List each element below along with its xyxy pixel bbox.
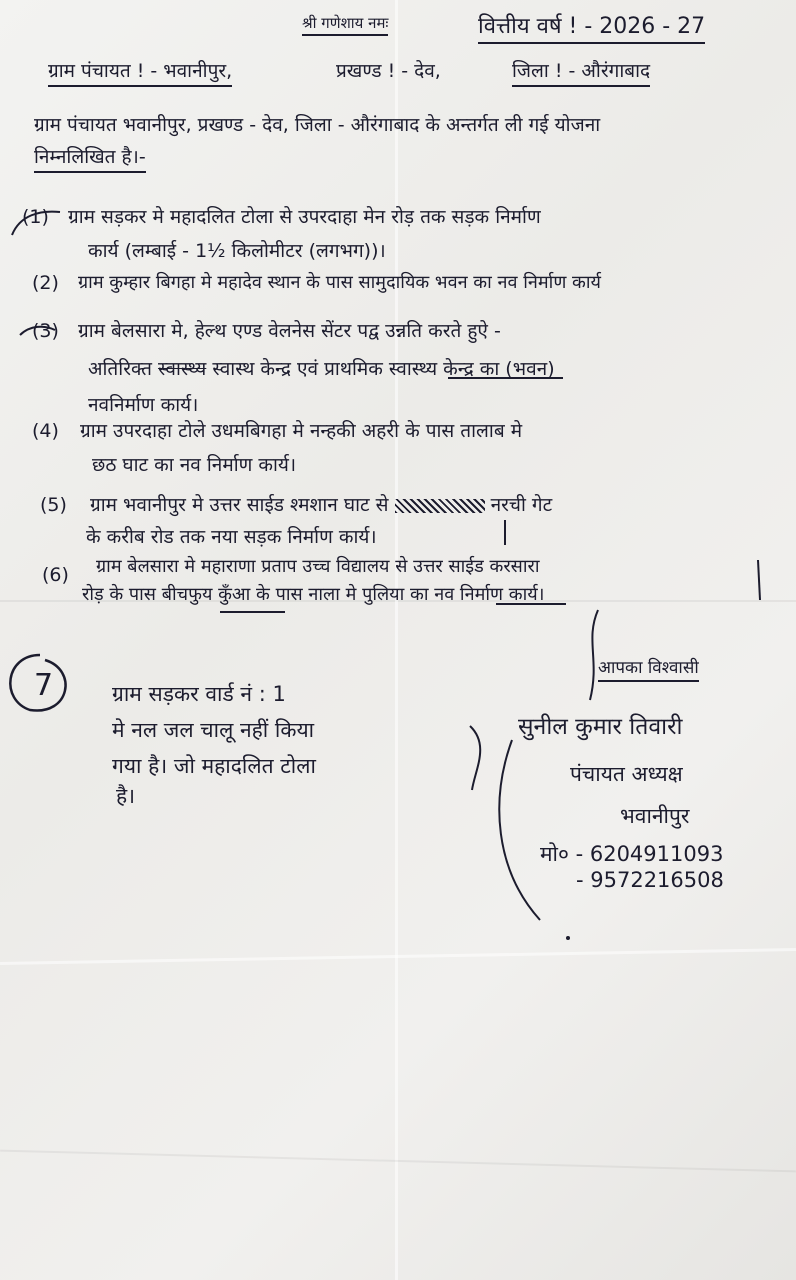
item-1-number: (1) [22,206,49,228]
item-6-closing-bracket [758,560,760,600]
item-3-line-2-pre: अतिरिक्त [88,358,152,380]
signature-closing: आपका विश्वासी [598,658,699,682]
note-line-1: ग्राम सड़कर वार्ड नं : 1 [112,682,286,706]
note-circle [10,655,65,711]
item-1-line-2: कार्य (लम्बाई - 1½ किलोमीटर (लगभग))। [88,240,386,262]
block-name: प्रखण्ड ! - देव, [336,60,441,82]
ink-dot [566,936,570,940]
item-1-bracket-mark [12,212,60,235]
item-3-arrow-mark [20,327,55,335]
signature-title: पंचायत अध्यक्ष [570,762,683,786]
item-1-line-1: ग्राम सड़कर मे महादलित टोला से उपरदाहा मेन रोड़ तक सड़क निर्माण [68,206,541,228]
item-5-line-2: के करीब रोड तक नया सड़क निर्माण कार्य। [86,526,377,548]
note-line-3: गया है। जो महादलित टोला [112,754,316,778]
mobile-number-1: मो० - 6204911093 [540,842,724,866]
item-2-number: (2) [32,272,59,294]
invocation-header: श्री गणेशाय नमः [302,14,388,36]
fiscal-year: वित्तीय वर्ष ! - 2026 - 27 [478,14,705,44]
item-4-line-2: छठ घाट का नव निर्माण कार्य। [92,454,297,476]
mobile-number-2: - 9572216508 [576,868,724,892]
item-5-number: (5) [40,494,67,516]
signature-long-stroke [499,740,540,920]
intro-line-2: निम्नलिखित है।- [34,146,146,173]
note-line-2: मे नल जल चालू नहीं किया [112,718,315,742]
item-6-line-1: ग्राम बेलसारा मे महाराणा प्रताप उच्च विद्यालय से उत्तर साईड करसारा [96,556,540,577]
item-4-number: (4) [32,420,59,442]
signature-name: सुनील कुमार तिवारी [518,714,683,740]
district-name: जिला ! - औरंगाबाद [512,60,650,87]
item-3-struck-word: स्वास्थ्य [158,358,207,380]
item-4-line-1: ग्राम उपरदाहा टोले उधमबिगहा मे नन्हकी अहरी के पास तालाब मे [80,420,523,442]
item-6-line-2: रोड़ के पास बीचफुय कुँआ के पास नाला मे पुलिया का नव निर्माण कार्य। [82,584,545,605]
item-3-number: (3) [32,320,59,342]
intro-line-1: ग्राम पंचायत भवानीपुर, प्रखण्ड - देव, जिला - औरंगाबाद के अन्तर्गत ली गई योजना [34,114,601,136]
item-3-line-3: नवनिर्माण कार्य। [88,394,199,416]
item-5-line-1-post: नरची गेट [490,494,553,516]
signature-place: भवानीपुर [620,804,690,828]
panchayat-name: ग्राम पंचायत ! - भवानीपुर, [48,60,232,87]
item-3-line-1: ग्राम बेलसारा मे, हेल्थ एण्ड वेलनेस सेंटर पद्व उन्नति करते हुऐ - [78,320,501,342]
item-2-line-1: ग्राम कुम्हार बिगहा मे महादेव स्थान के पास सामुदायिक भवन का नव निर्माण कार्य [78,272,601,293]
note-number: 7 [34,668,54,703]
note-bracket [470,726,480,790]
item-5-line-1-pre: ग्राम भवानीपुर मे उत्तर साईड श्मशान घाट से [90,494,389,516]
item-6-number: (6) [42,564,69,586]
signature-arc [590,610,598,700]
item-3-line-2-post: स्वास्थ केन्द्र एवं प्राथमिक स्वास्थ्य केन्द्र का (भवन) [212,358,555,380]
note-line-4: है। [116,784,136,808]
